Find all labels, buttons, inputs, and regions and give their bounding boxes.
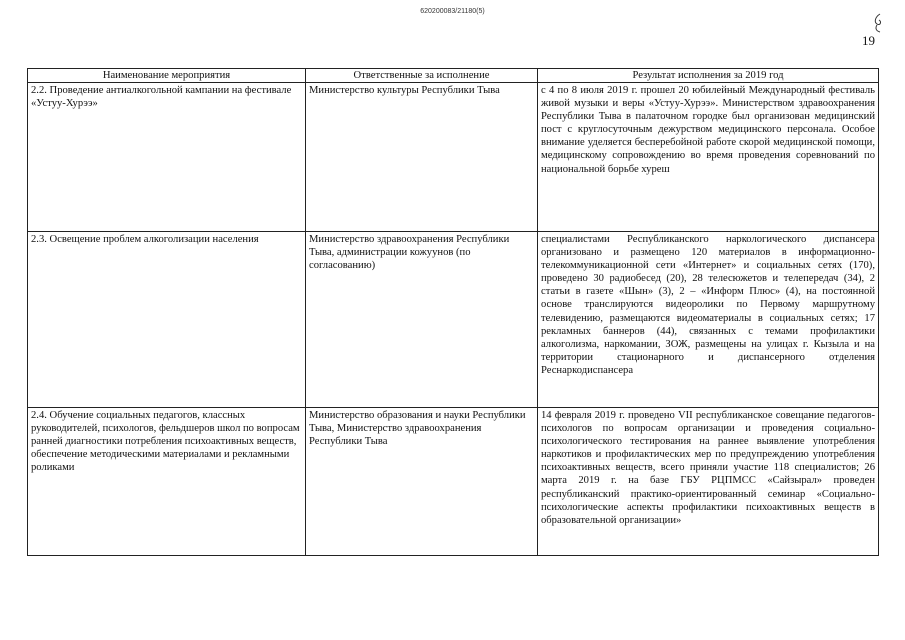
table-header-row [28,69,879,83]
responsible-cell: Министерство образования и науки Республики Тыва, Министерство здравоохранения Республики Тыва [306,408,538,556]
header-result: Результат исполнения за 2019 год [538,69,879,83]
table-row [28,83,879,232]
event-cell: 2.3. Освещение проблем алкоголизации населения [28,232,306,408]
event-cell: 2.4. Обучение социальных педагогов, классных руководителей, психологов, фельдшеров школ по вопросам ранней диагностики потребления психоактивных веществ, обеспечение методическими материалами и рекламными роликами [28,408,306,556]
result-cell: 14 февраля 2019 г. проведено VII республиканское совещание педагогов-психологов по вопросам организации и проведения социально-психологического тестирования на раннее выявление употребления наркотиков и профилактических мер по предупреждению употребления психоактивных веществ, всего приняли участие 118 специалистов; 26 марта 2019 г. на базе ГБУ РЦПМСС «Сайзырал» проведен республиканский практико-ориентированный семинар «Социально-психологические аспекты профилактики психоактивных веществ в образовательной организации» [538,408,879,556]
header-event: Наименование мероприятия [28,69,306,83]
document-code: 620200083/21180(5) [420,8,485,15]
header-responsible: Ответственные за исполнение [306,69,538,83]
responsible-cell: Министерство здравоохранения Республики Тыва, администрации кожуунов (по согласованию) [306,232,538,408]
responsible-cell: Министерство культуры Республики Тыва [306,83,538,232]
event-cell: 2.2. Проведение антиалкогольной кампании на фестивале «Устуу-Хурээ» [28,83,306,232]
handwritten-mark-icon [871,12,885,34]
result-cell: с 4 по 8 июля 2019 г. прошел 20 юбилейный Международный фестиваль живой музыки и веры «Устуу-Хурээ». Министерством здравоохранения Республики Тыва в палаточном городке был организован медицинский пост с круглосуточным дежурством медицинского персонала. Особое внимание уделяется бесперебойной работе скорой медицинской помощи, медицинскому сопровождению во время проведения соревнований по национальной борьбе хуреш [538,83,879,232]
table-row [28,408,879,556]
table-row [28,232,879,408]
page-number: 19 [862,33,875,48]
events-table [27,68,879,556]
result-cell: специалистами Республиканского наркологического диспансера организовано и размещено 120 материалов в информационно-телекоммуникационной сети «Интернет» и социальных сетях (170), проведено 30 радиобесед (20), 28 телесюжетов и телепередач (34), 2 статьи в газете «Шын» (3), 2 – «Информ Плюс» (4), на постоянной основе транслируются видеоролики по Первому маршрутному телевидению, размещаются видеоматериалы в социальных сетях; 17 рекламных баннеров (44), связанных с темами профилактики алкоголизма, наркомании, ЗОЖ, размещены на улицах г. Кызыла и на территории стационарного и диспансерного отделения Реснаркодиспансера [538,232,879,408]
